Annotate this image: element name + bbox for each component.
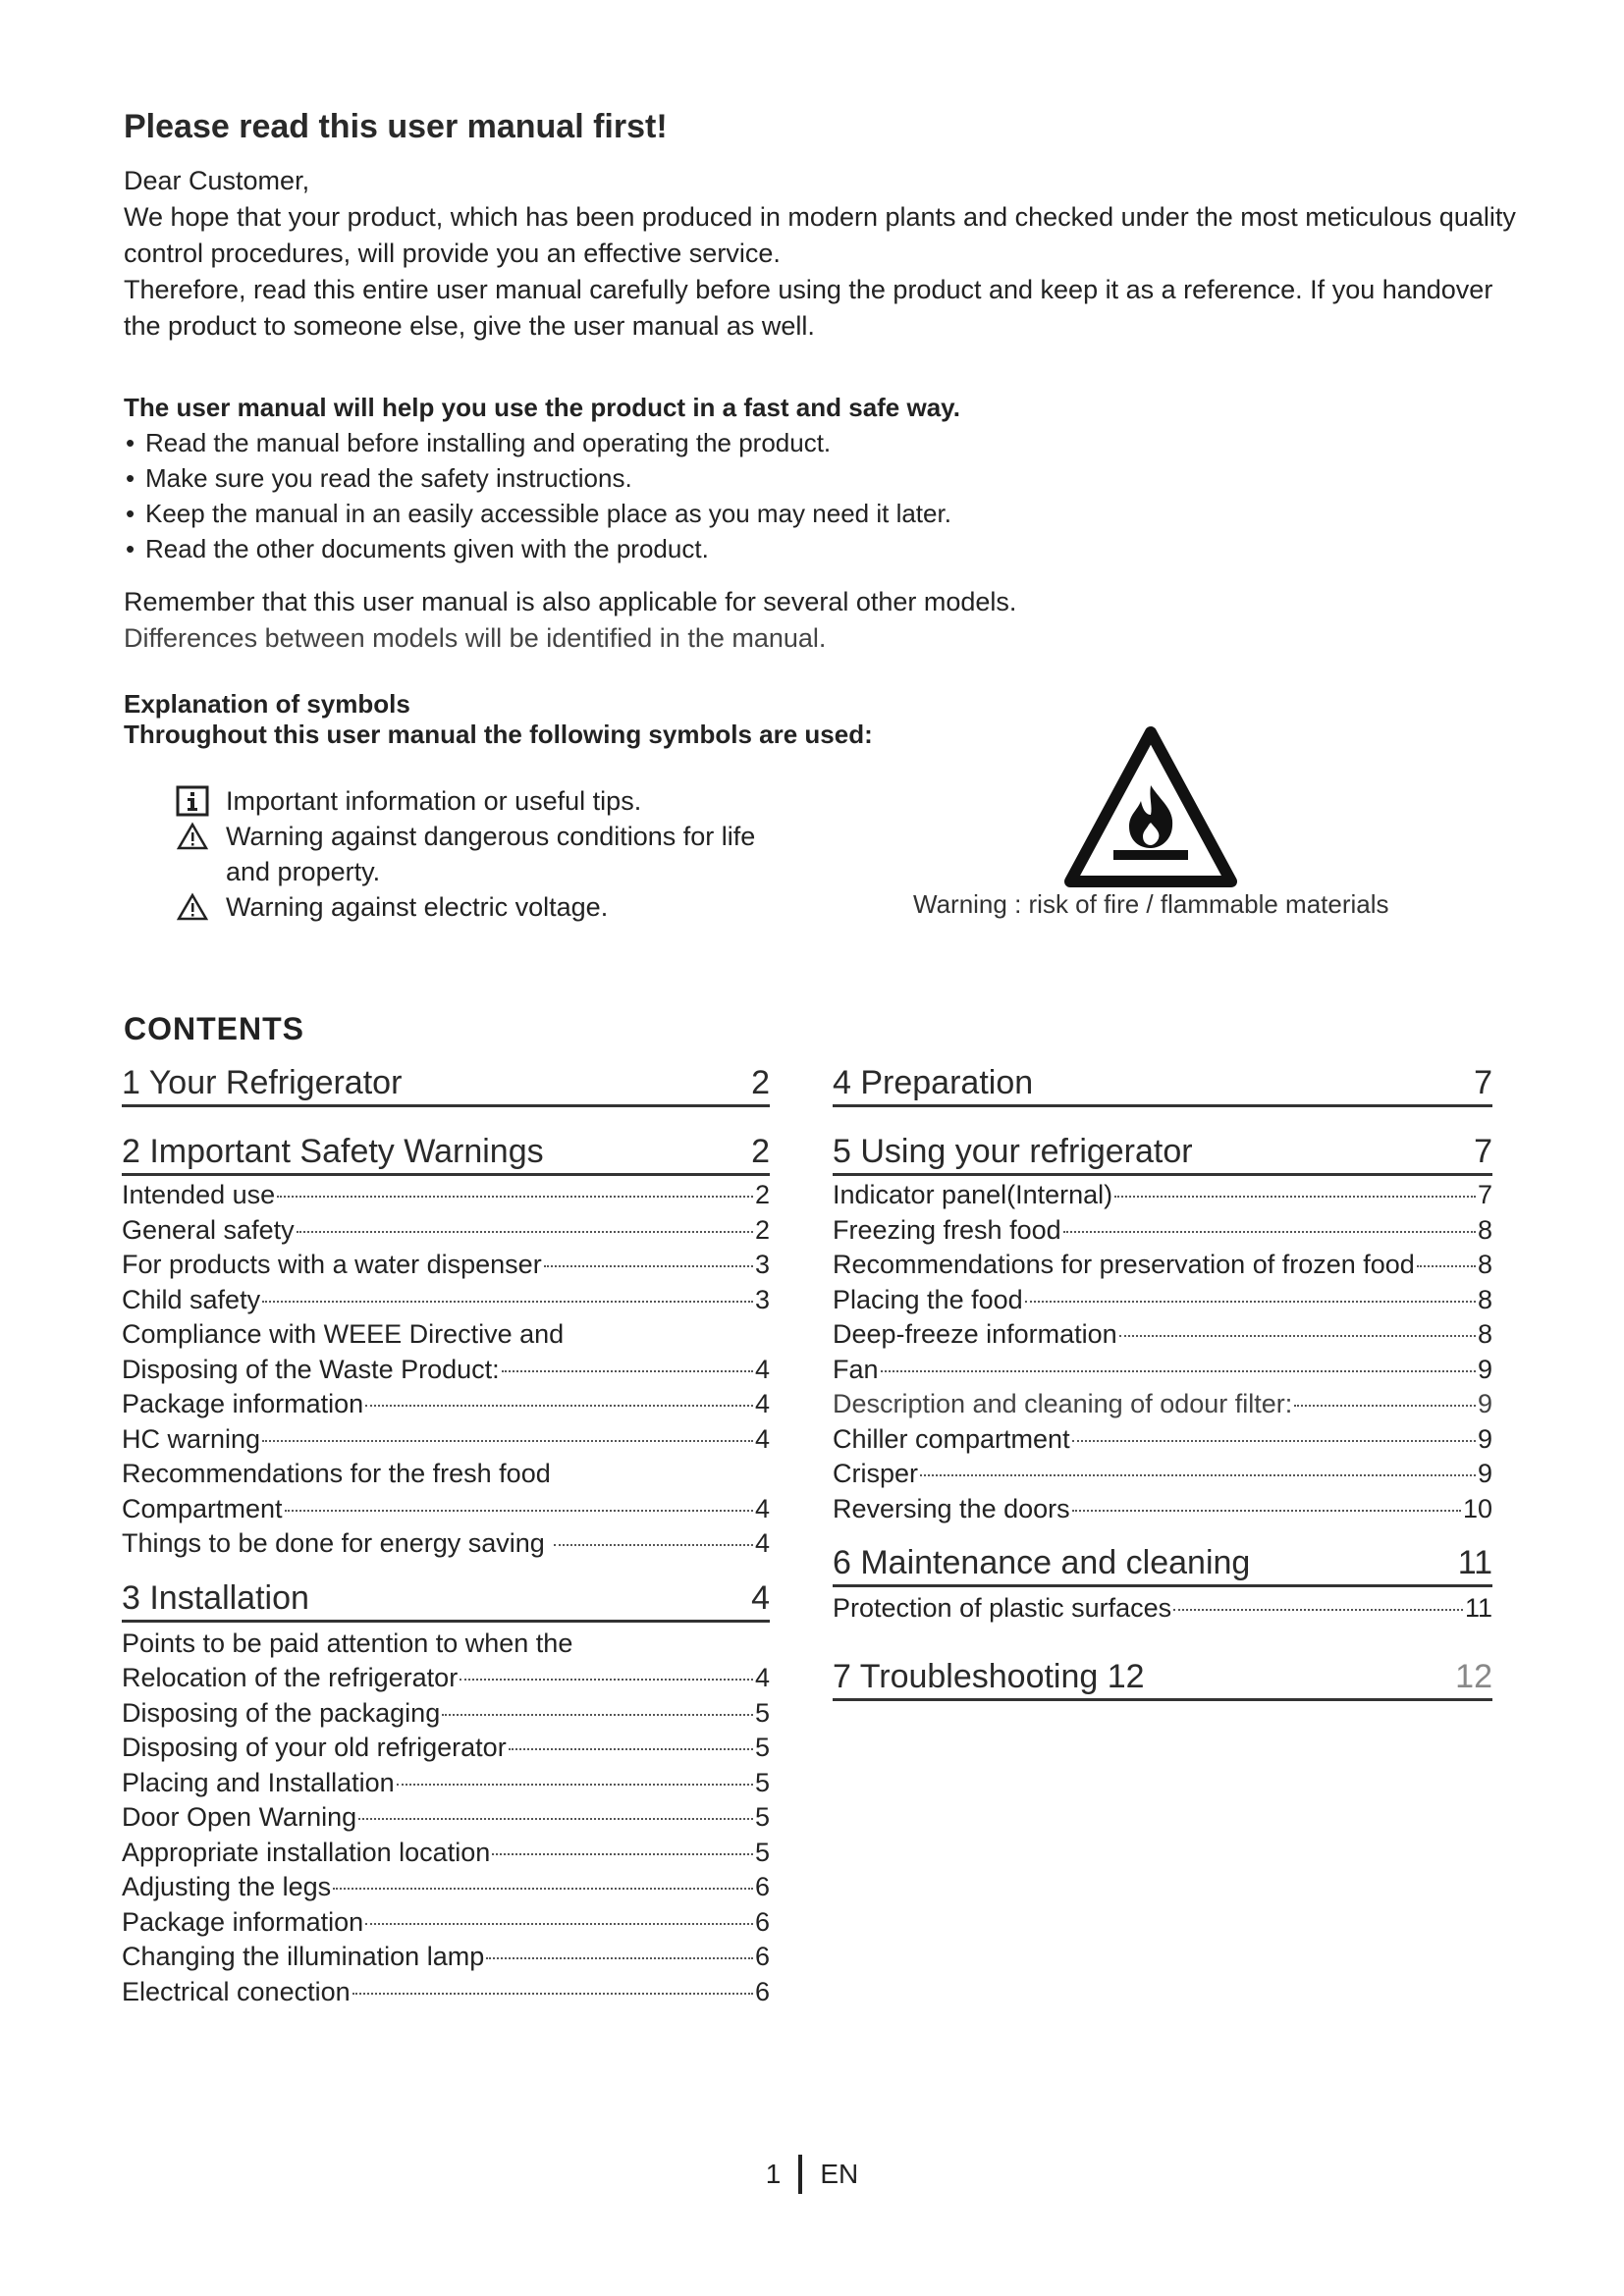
- toc-entry-label: Fan: [833, 1354, 879, 1384]
- symbol-text: Warning against dangerous conditions for life and property.: [226, 822, 756, 886]
- toc-entry-page: 4: [754, 1493, 770, 1523]
- toc-section-title: 4 Preparation: [833, 1064, 1034, 1101]
- toc-entry[interactable]: [122, 1178, 770, 1213]
- symbol-row-warning-electric: [175, 889, 784, 925]
- toc-entry[interactable]: [122, 1836, 770, 1871]
- intro-paragraph-1: We hope that your product, which has been produced in modern plants and checked under the most meticulous quality control procedures, will provide you an effective service.: [124, 202, 1516, 268]
- toc-entry-page: 4: [754, 1354, 770, 1384]
- toc-entry[interactable]: [833, 1387, 1492, 1422]
- toc-leader-dots: [1294, 1405, 1476, 1407]
- toc-leader-dots: [297, 1231, 753, 1233]
- remember-text: Remember that this user manual is also applicable for several other models.: [124, 587, 1017, 616]
- toc-entry[interactable]: [122, 1248, 770, 1283]
- toc-entry-label: Intended use: [122, 1180, 276, 1209]
- toc-entry-page: 9: [1477, 1389, 1492, 1418]
- toc-entry[interactable]: [122, 1870, 770, 1905]
- toc-section-page: 7: [1474, 1064, 1492, 1101]
- toc-entry[interactable]: [122, 1492, 770, 1527]
- toc-entry-label: Freezing fresh food: [833, 1214, 1061, 1245]
- toc-entry[interactable]: [833, 1248, 1492, 1283]
- toc-entry[interactable]: [833, 1213, 1492, 1249]
- toc-right-column: [833, 1058, 1492, 1701]
- toc-entry-label: Disposing of the Waste Product:: [122, 1354, 500, 1384]
- toc-section-page: 4: [751, 1578, 770, 1617]
- toc-leader-dots: [492, 1853, 753, 1855]
- toc-leader-dots: [1114, 1196, 1476, 1198]
- toc-entry-label: HC warning: [122, 1423, 261, 1454]
- toc-entry-page: 11: [1464, 1593, 1492, 1623]
- salutation: Dear Customer,: [124, 166, 310, 195]
- toc-entry[interactable]: [833, 1457, 1492, 1492]
- info-icon: [175, 783, 210, 819]
- toc-section-title: 1 Your Refrigerator: [122, 1064, 403, 1101]
- toc-entry-label: Compliance with WEEE Directive and: [122, 1319, 565, 1349]
- toc-entry[interactable]: [122, 1661, 770, 1696]
- toc-entry-label: Recommendations for the fresh food: [122, 1459, 551, 1488]
- toc-leader-dots: [1063, 1231, 1476, 1233]
- toc-entry-label: Disposing of the packaging: [122, 1697, 441, 1728]
- toc-leader-dots: [285, 1510, 753, 1512]
- fire-warning-caption: Warning : risk of fire / flammable materials: [913, 889, 1389, 919]
- toc-section-4[interactable]: [833, 1058, 1492, 1107]
- toc-section-page: 12: [1455, 1657, 1492, 1695]
- toc-entry-page: 3: [754, 1284, 770, 1314]
- toc-leader-dots: [1072, 1510, 1461, 1512]
- toc-entry-page: 4: [754, 1528, 770, 1558]
- toc-entry-label: Changing the illumination lamp: [122, 1942, 485, 1971]
- toc-entry[interactable]: [122, 1283, 770, 1318]
- list-item: • Make sure you read the safety instructions.: [124, 460, 1518, 496]
- footer-divider: [798, 2155, 802, 2194]
- toc-entry-label: Chiller compartment: [833, 1423, 1070, 1454]
- toc-entry-label: Placing the food: [833, 1284, 1023, 1314]
- toc-entry[interactable]: [122, 1766, 770, 1801]
- toc-section-6[interactable]: [833, 1538, 1492, 1587]
- toc-entry-label: Placing and Installation: [122, 1767, 395, 1797]
- symbols-heading: Explanation of symbols: [124, 689, 410, 719]
- toc-entry[interactable]: [122, 1213, 770, 1249]
- symbols-subheading: Throughout this user manual the following symbols are used:: [124, 720, 873, 749]
- toc-left-column: [122, 1058, 770, 2009]
- toc-entry-page: 9: [1477, 1354, 1492, 1384]
- toc-entry[interactable]: [833, 1283, 1492, 1318]
- toc-entry-label: Protection of plastic surfaces: [833, 1593, 1172, 1623]
- toc-entry-page: 9: [1477, 1459, 1492, 1488]
- toc-entry-label: Things to be done for energy saving: [122, 1528, 553, 1558]
- toc-section-5-entries: [833, 1178, 1492, 1526]
- toc-entry[interactable]: [122, 1696, 770, 1732]
- toc-entry-page: 6: [754, 1976, 770, 2006]
- toc-section-7[interactable]: [833, 1652, 1492, 1701]
- help-heading: The user manual will help you use the product in a fast and safe way.: [124, 393, 960, 422]
- help-bullet-list: [124, 425, 1518, 566]
- list-item: • Keep the manual in an easily accessible place as you may need it later.: [124, 496, 1518, 531]
- toc-entry-page: 10: [1462, 1493, 1492, 1523]
- toc-section-title: 6 Maintenance and cleaning: [833, 1544, 1251, 1581]
- toc-entry-page: 3: [754, 1250, 770, 1279]
- toc-entry-page: 9: [1477, 1423, 1492, 1454]
- toc-entry-page: 6: [754, 1942, 770, 1971]
- toc-leader-dots: [460, 1679, 753, 1681]
- toc-entry-page: 8: [1477, 1284, 1492, 1314]
- toc-entry-label: Description and cleaning of odour filter:: [833, 1389, 1293, 1418]
- toc-leader-dots: [502, 1370, 753, 1372]
- toc-leader-dots: [509, 1748, 753, 1750]
- toc-section-title-wrap: [833, 1658, 1145, 1696]
- toc-entry[interactable]: [833, 1178, 1492, 1213]
- toc-entry-label: Electrical conection: [122, 1976, 351, 2006]
- toc-entry-page: 5: [754, 1767, 770, 1797]
- intro-block: [124, 163, 1518, 345]
- toc-entry-page: 4: [754, 1423, 770, 1454]
- toc-leader-dots: [1173, 1609, 1463, 1611]
- toc-leader-dots: [1072, 1440, 1476, 1442]
- toc-section-5[interactable]: [833, 1127, 1492, 1176]
- toc-entry-label: Recommendations for preservation of frozen food: [833, 1250, 1415, 1279]
- page-number: 1: [765, 2159, 782, 2189]
- toc-entry[interactable]: [122, 1422, 770, 1458]
- toc-section-6-entries: [833, 1591, 1492, 1627]
- toc-section-1[interactable]: [122, 1058, 770, 1107]
- toc-leader-dots: [262, 1301, 753, 1303]
- toc-entry[interactable]: [122, 1353, 770, 1388]
- differences-text: Differences between models will be identified in the manual.: [124, 623, 827, 653]
- toc-entry-label: Compartment: [122, 1493, 283, 1523]
- toc-leader-dots: [1119, 1335, 1476, 1337]
- language-code: EN: [820, 2159, 859, 2189]
- symbol-text: Important information or useful tips.: [226, 786, 642, 816]
- symbol-text: Warning against electric voltage.: [226, 892, 609, 922]
- toc-entry-label: Deep-freeze information: [833, 1319, 1117, 1349]
- toc-leader-dots: [486, 1957, 753, 1959]
- toc-entry[interactable]: [122, 1975, 770, 2010]
- toc-leader-dots: [442, 1714, 753, 1716]
- toc-entry-label: Reversing the doors: [833, 1493, 1070, 1523]
- symbol-row-warning-life: [175, 819, 784, 889]
- toc-section-page: 2: [751, 1133, 770, 1170]
- fire-warning-icon: [1062, 724, 1239, 891]
- symbol-row-info: [175, 783, 784, 819]
- toc-entry[interactable]: [122, 1940, 770, 1975]
- toc-entry-page: 6: [754, 1872, 770, 1901]
- toc-entry[interactable]: [833, 1422, 1492, 1458]
- toc-entry-label: Child safety: [122, 1284, 261, 1314]
- toc-entry-label: Appropriate installation location: [122, 1837, 491, 1867]
- toc-entry-page: 8: [1477, 1250, 1492, 1279]
- page-footer: [0, 2155, 1624, 2194]
- toc-entry-page: 2: [754, 1214, 770, 1245]
- toc-entry-label: General safety: [122, 1214, 295, 1245]
- toc-leader-dots: [358, 1818, 753, 1820]
- toc-entry[interactable]: [833, 1317, 1492, 1353]
- intro-paragraph-2: Therefore, read this entire user manual carefully before using the product and keep it as a reference. If you handover the product to someone else, give the user manual as well.: [124, 275, 1493, 341]
- warning-triangle-icon: [175, 889, 210, 925]
- toc-entry[interactable]: [122, 1731, 770, 1766]
- toc-entry-page: 8: [1477, 1319, 1492, 1349]
- symbol-list: [175, 783, 784, 925]
- toc-section-3-entries: [122, 1627, 770, 2010]
- toc-entry-page: 7: [1477, 1180, 1492, 1209]
- toc-leader-dots: [333, 1888, 753, 1890]
- toc-section-title: 7 Troubleshooting: [833, 1657, 1099, 1695]
- toc-section-3[interactable]: [122, 1574, 770, 1623]
- toc-section-2-entries: [122, 1178, 770, 1562]
- toc-entry-label: Points to be paid attention to when the: [122, 1628, 573, 1658]
- list-item: • Read the other documents given with the product.: [124, 531, 1518, 566]
- toc-entry-label: Indicator panel(Internal): [833, 1180, 1113, 1209]
- toc-section-page: 2: [751, 1064, 770, 1101]
- toc-entry-label: For products with a water dispenser: [122, 1250, 542, 1279]
- toc-leader-dots: [277, 1196, 753, 1198]
- toc-entry[interactable]: [122, 1387, 770, 1422]
- toc-entry-label: Package information: [122, 1906, 364, 1937]
- toc-entry[interactable]: [833, 1492, 1492, 1527]
- toc-section-title: 2 Important Safety Warnings: [122, 1133, 544, 1170]
- toc-section-page: 7: [1474, 1133, 1492, 1170]
- toc-entry-label: Adjusting the legs: [122, 1872, 332, 1901]
- toc-section-inline-page: 12: [1107, 1657, 1145, 1695]
- toc-leader-dots: [365, 1405, 753, 1407]
- symbols-block: [124, 689, 1007, 750]
- toc-leader-dots: [881, 1370, 1476, 1372]
- toc-entry-label: Crisper: [833, 1459, 919, 1488]
- toc-entry-page: 2: [754, 1180, 770, 1209]
- toc-section-page: 11: [1457, 1544, 1492, 1581]
- toc-entry[interactable]: [122, 1905, 770, 1941]
- toc-entry-page: 6: [754, 1906, 770, 1937]
- toc-entry-page: 4: [754, 1389, 770, 1418]
- toc-entry-label: Package information: [122, 1389, 364, 1418]
- toc-section-title: 5 Using your refrigerator: [833, 1133, 1193, 1170]
- page-title: Please read this user manual first!: [124, 108, 668, 145]
- toc-entry[interactable]: [122, 1800, 770, 1836]
- warning-triangle-icon: [175, 819, 210, 854]
- toc-entry-label: Door Open Warning: [122, 1802, 357, 1832]
- toc-entry-page: 8: [1477, 1214, 1492, 1245]
- help-block: [124, 393, 1518, 657]
- toc-entry-page: 4: [754, 1663, 770, 1692]
- toc-section-2[interactable]: [122, 1127, 770, 1176]
- toc-entry[interactable]: [833, 1591, 1492, 1627]
- toc-leader-dots: [397, 1784, 753, 1786]
- toc-entry-page: 5: [754, 1802, 770, 1832]
- toc-entry-page: 5: [754, 1837, 770, 1867]
- toc-entry-page: 5: [754, 1697, 770, 1728]
- contents-heading: CONTENTS: [124, 1011, 304, 1046]
- list-item: • Read the manual before installing and operating the product.: [124, 425, 1518, 460]
- toc-entry[interactable]: [833, 1353, 1492, 1388]
- toc-leader-dots: [262, 1440, 753, 1442]
- toc-entry-label: Relocation of the refrigerator: [122, 1663, 459, 1692]
- toc-leader-dots: [1417, 1265, 1476, 1267]
- toc-leader-dots: [544, 1265, 753, 1267]
- toc-leader-dots: [920, 1474, 1476, 1476]
- toc-section-title: 3 Installation: [122, 1578, 309, 1617]
- toc-leader-dots: [554, 1544, 753, 1546]
- toc-leader-dots: [1025, 1301, 1476, 1303]
- toc-entry-label: Disposing of your old refrigerator: [122, 1733, 507, 1762]
- toc-entry-page: 5: [754, 1733, 770, 1762]
- toc-leader-dots: [365, 1923, 753, 1925]
- toc-leader-dots: [352, 1993, 753, 1995]
- toc-entry[interactable]: [122, 1526, 770, 1562]
